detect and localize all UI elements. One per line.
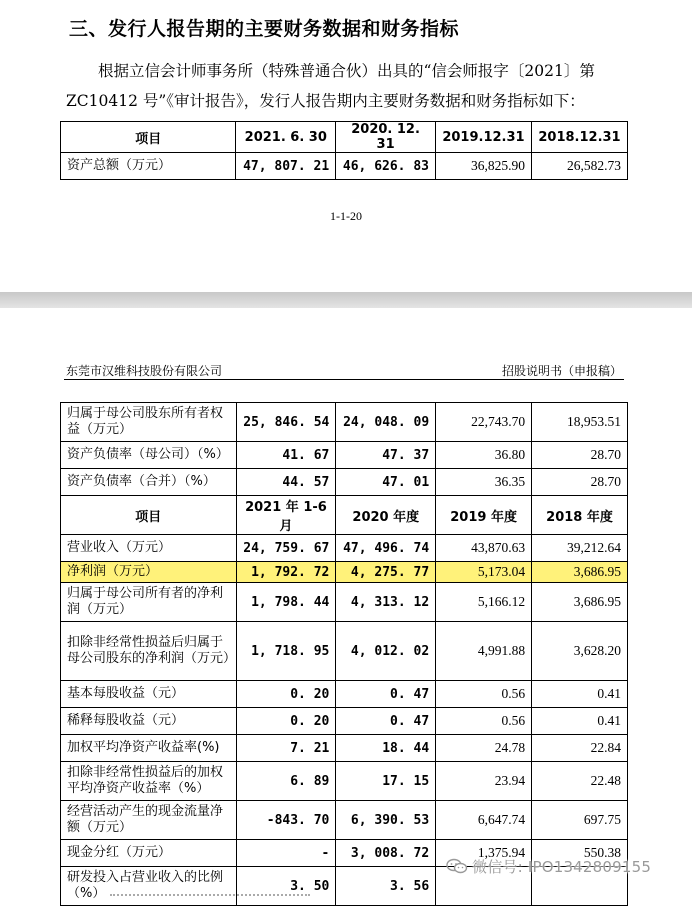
value-cell: 22.48 [532, 762, 628, 801]
page-number: 1-1-20 [330, 209, 362, 223]
header-rule [64, 379, 624, 380]
value-cell: 0. 47 [336, 681, 436, 708]
value-cell: 17. 15 [336, 762, 436, 801]
table-row [61, 442, 628, 469]
value-cell: 26,582.73 [531, 153, 627, 180]
running-header-doc-title: 招股说明书（申报稿） [501, 364, 622, 378]
value-cell: 4,991.88 [436, 622, 532, 681]
value-cell: 36,825.90 [435, 153, 531, 180]
value-cell: 3, 008. 72 [336, 840, 436, 867]
value-cell: 39,212.64 [532, 535, 628, 562]
value-cell: 0.56 [436, 708, 532, 735]
header-cell: 2018 年度 [532, 496, 628, 535]
document-page-2 [0, 308, 692, 901]
header-cell: 项目 [61, 122, 236, 153]
value-cell: 3. 50 [236, 867, 336, 906]
document-page-1 [0, 0, 692, 292]
value-cell: 3,686.95 [532, 583, 628, 622]
header-cell: 2018.12.31 [531, 122, 627, 153]
value-cell: 24, 048. 09 [336, 403, 436, 442]
row-label: 资产负债率（合并）（%） [61, 469, 237, 496]
header-cell: 项目 [61, 496, 237, 535]
value-cell: 43,870.63 [436, 535, 532, 562]
row-label: 归属于母公司股东所有者权益（万元） [61, 403, 237, 442]
value-cell: 47, 496. 74 [336, 535, 436, 562]
value-cell: 46, 626. 83 [336, 153, 436, 180]
row-label: 研发投入占营业收入的比例（%） [61, 867, 237, 906]
value-cell: 22.84 [532, 735, 628, 762]
financial-table-top [60, 121, 628, 180]
header-cell: 2019.12.31 [435, 122, 531, 153]
value-cell: 1, 792. 72 [236, 562, 336, 583]
value-cell: 44. 57 [236, 469, 336, 496]
table-row [61, 583, 628, 622]
value-cell: 3. 56 [336, 867, 436, 906]
value-cell: 47. 01 [336, 469, 436, 496]
value-cell: 6, 390. 53 [336, 801, 436, 840]
value-cell: 1,375.94 [436, 840, 532, 867]
value-cell: 41. 67 [236, 442, 336, 469]
value-cell: 28.70 [532, 442, 628, 469]
paragraph-line-1: 根据立信会计师事务所（特殊普通合伙）出具的“信会师报字〔2021〕第 [98, 62, 595, 80]
row-label: 资产负债率（母公司）（%） [61, 442, 237, 469]
wechat-icon [446, 858, 468, 874]
value-cell: 18. 44 [336, 735, 436, 762]
row-label: 经营活动产生的现金流量净额（万元） [61, 801, 237, 840]
header-cell: 2019 年度 [436, 496, 532, 535]
value-cell: 5,166.12 [436, 583, 532, 622]
row-label: 扣除非经常性损益后归属于母公司股东的净利润（万元） [61, 622, 237, 681]
row-label: 稀释每股收益（元） [61, 708, 237, 735]
value-cell: 25, 846. 54 [236, 403, 336, 442]
row-label: 资产总额（万元） [61, 153, 236, 180]
value-cell: 0.41 [532, 708, 628, 735]
table-row [61, 681, 628, 708]
table-row [61, 735, 628, 762]
value-cell: 23.94 [436, 762, 532, 801]
value-cell: 7. 21 [236, 735, 336, 762]
financial-table-main [60, 402, 628, 906]
table-header-row [61, 496, 628, 535]
watermark-text: 微信号: IPO1342809155 [472, 858, 652, 876]
header-cell: 2021. 6. 30 [236, 122, 336, 153]
value-cell: 4, 313. 12 [336, 583, 436, 622]
row-label: 现金分红（万元） [61, 840, 237, 867]
running-header-company: 东莞市汉维科技股份有限公司 [66, 364, 223, 378]
table-header-row [61, 122, 628, 153]
value-cell: -843. 70 [236, 801, 336, 840]
row-label: 归属于母公司所有者的净利润（万元） [61, 583, 237, 622]
table-row [61, 403, 628, 442]
table-row [61, 153, 628, 180]
value-cell: 0.41 [532, 681, 628, 708]
value-cell: 24.78 [436, 735, 532, 762]
value-cell: 18,953.51 [532, 403, 628, 442]
value-cell: 1, 798. 44 [236, 583, 336, 622]
row-label: 扣除非经常性损益后的加权平均净资产收益率（%） [61, 762, 237, 801]
value-cell: 550.38 [532, 840, 628, 867]
value-cell: 22,743.70 [436, 403, 532, 442]
value-cell: - [236, 840, 336, 867]
row-label: 基本每股收益（元） [61, 681, 237, 708]
value-cell: 0. 20 [236, 681, 336, 708]
table-row [61, 469, 628, 496]
header-cell: 2020. 12. 31 [336, 122, 436, 153]
row-label: 加权平均净资产收益率(%) [61, 735, 237, 762]
value-cell: 697.75 [532, 801, 628, 840]
table-row [61, 535, 628, 562]
value-cell: 0. 20 [236, 708, 336, 735]
section-title: 三、发行人报告期的主要财务数据和财务指标 [69, 18, 460, 40]
row-label: 净利润（万元） [61, 562, 237, 583]
table-row [61, 801, 628, 840]
table-row [61, 708, 628, 735]
cut-off-text-fragment [110, 894, 310, 904]
table-row [61, 762, 628, 801]
value-cell: 1, 718. 95 [236, 622, 336, 681]
value-cell: 4, 275. 77 [336, 562, 436, 583]
header-cell: 2021 年 1-6 月 [236, 496, 336, 535]
value-cell: 0.56 [436, 681, 532, 708]
value-cell: 36.80 [436, 442, 532, 469]
paragraph-line-2: ZC10412 号”《审计报告》，发行人报告期内主要财务数据和财务指标如下： [66, 92, 585, 110]
value-cell: 47, 807. 21 [236, 153, 336, 180]
value-cell: 36.35 [436, 469, 532, 496]
table-row [61, 622, 628, 681]
value-cell: 47. 37 [336, 442, 436, 469]
value-cell: 5,173.04 [436, 562, 532, 583]
value-cell: 3,628.20 [532, 622, 628, 681]
value-cell: 0. 47 [336, 708, 436, 735]
page-separator [0, 292, 692, 308]
value-cell: 3,686.95 [532, 562, 628, 583]
wechat-watermark [446, 856, 651, 877]
value-cell: 6,647.74 [436, 801, 532, 840]
row-label: 营业收入（万元） [61, 535, 237, 562]
value-cell: 24, 759. 67 [236, 535, 336, 562]
value-cell: 6. 89 [236, 762, 336, 801]
value-cell: 28.70 [532, 469, 628, 496]
table-row [61, 562, 628, 583]
value-cell: 4, 012. 02 [336, 622, 436, 681]
header-cell: 2020 年度 [336, 496, 436, 535]
